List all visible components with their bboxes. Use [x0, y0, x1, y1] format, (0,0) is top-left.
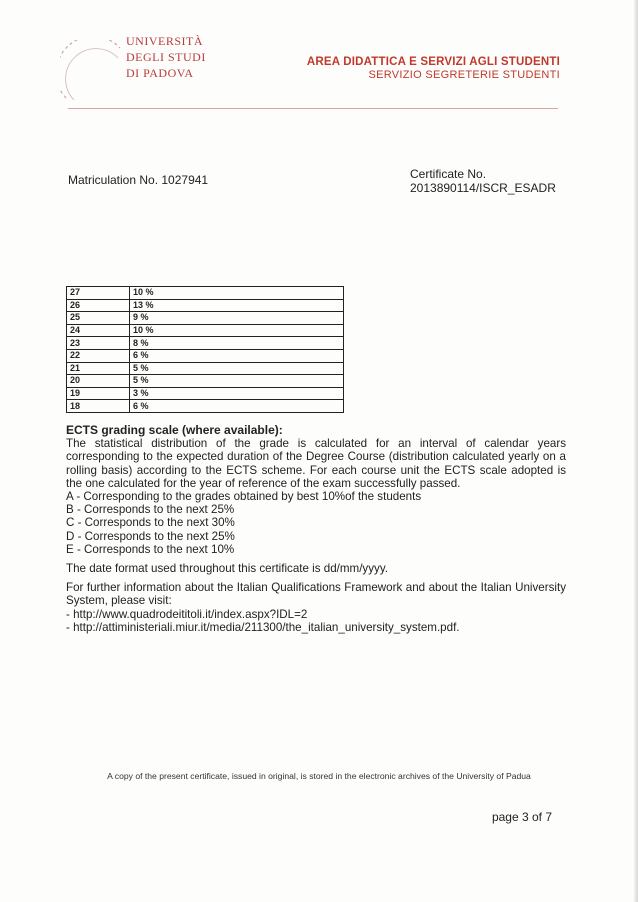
office-heading	[307, 56, 560, 81]
certificate-label: Certificate No.	[410, 167, 487, 181]
grade-cell: 21	[67, 362, 130, 375]
grade-row	[67, 299, 344, 312]
university-line-3: DI PADOVA	[126, 66, 194, 80]
grade-row	[67, 362, 344, 375]
grade-row	[67, 312, 344, 325]
info-link[interactable]: - http://www.quadrodeititoli.it/index.aspx?IDL=2	[66, 607, 308, 621]
ects-section	[66, 424, 566, 634]
archive-note: A copy of the present certificate, issued in original, is stored in the electronic archives of the University of Padua	[107, 771, 531, 781]
office-subtitle: SERVIZIO SEGRETERIE STUDENTI	[368, 69, 560, 81]
university-name	[126, 33, 206, 81]
grade-row	[67, 375, 344, 388]
grade-row	[67, 287, 344, 300]
scan-edge	[634, 0, 638, 902]
grade-cell: 25	[67, 312, 130, 325]
grade-cell: 26	[67, 299, 130, 312]
grade-row	[67, 349, 344, 362]
grade-distribution-table	[66, 286, 344, 413]
date-format-note: The date format used throughout this certificate is dd/mm/yyyy.	[66, 562, 388, 576]
office-title: AREA DIDATTICA E SERVIZI AGLI STUDENTI	[306, 56, 560, 68]
grade-cell: 22	[67, 349, 130, 362]
ects-description: The statistical distribution of the grade is calculated for an interval of calendar years corresponding to the expected duration of the Degree Course (distribution calculated yearly on a rolling basis) according to the ECTS scheme. For each course unit the ECTS scale adopted is the one calculated for the year of reference of the exam successfully passed.	[66, 437, 566, 490]
ects-scale-item: D - Corresponds to the next 25%	[66, 529, 235, 543]
percent-cell: 5 %	[130, 375, 344, 388]
grade-row	[67, 324, 344, 337]
grade-cell: 18	[67, 400, 130, 413]
grade-cell: 19	[67, 387, 130, 400]
info-link[interactable]: - http://attiministeriali.miur.it/media/211300/the_italian_university_system.pdf.	[66, 620, 460, 634]
ects-scale-item: C - Corresponds to the next 30%	[66, 516, 235, 530]
grade-row	[67, 387, 344, 400]
ects-scale-list	[66, 490, 566, 556]
ects-scale-item: A - Corresponding to the grades obtained by best 10%of the students	[66, 490, 422, 504]
further-info-text: For further information about the Italian Qualifications Framework and about the Italian University System, please visit:	[66, 581, 566, 608]
ects-heading: ECTS grading scale (where available):	[66, 423, 283, 437]
percent-cell: 3 %	[130, 387, 344, 400]
grade-cell: 27	[67, 287, 130, 300]
percent-cell: 8 %	[130, 337, 344, 350]
university-line-2: DEGLI STUDI	[126, 50, 206, 64]
percent-cell: 6 %	[130, 400, 344, 413]
matriculation-number: Matriculation No. 1027941	[68, 173, 209, 187]
percent-cell: 5 %	[130, 362, 344, 375]
certificate-number: 2013890114/ISCR_ESADR	[410, 181, 556, 195]
ects-scale-item: B - Corresponds to the next 25%	[66, 503, 235, 517]
grade-row	[67, 337, 344, 350]
university-line-1: UNIVERSITÀ	[126, 34, 203, 48]
certificate-number-block	[410, 167, 556, 195]
grade-row	[67, 400, 344, 413]
header-divider	[68, 108, 558, 109]
ects-scale-item: E - Corresponds to the next 10%	[66, 542, 235, 556]
university-seal-icon	[60, 40, 130, 110]
percent-cell: 13 %	[130, 299, 344, 312]
grade-cell: 20	[67, 375, 130, 388]
percent-cell: 10 %	[130, 324, 344, 337]
grade-cell: 23	[67, 337, 130, 350]
percent-cell: 6 %	[130, 349, 344, 362]
grade-cell: 24	[67, 324, 130, 337]
percent-cell: 10 %	[130, 287, 344, 300]
percent-cell: 9 %	[130, 312, 344, 325]
page-number: page 3 of 7	[491, 810, 552, 824]
